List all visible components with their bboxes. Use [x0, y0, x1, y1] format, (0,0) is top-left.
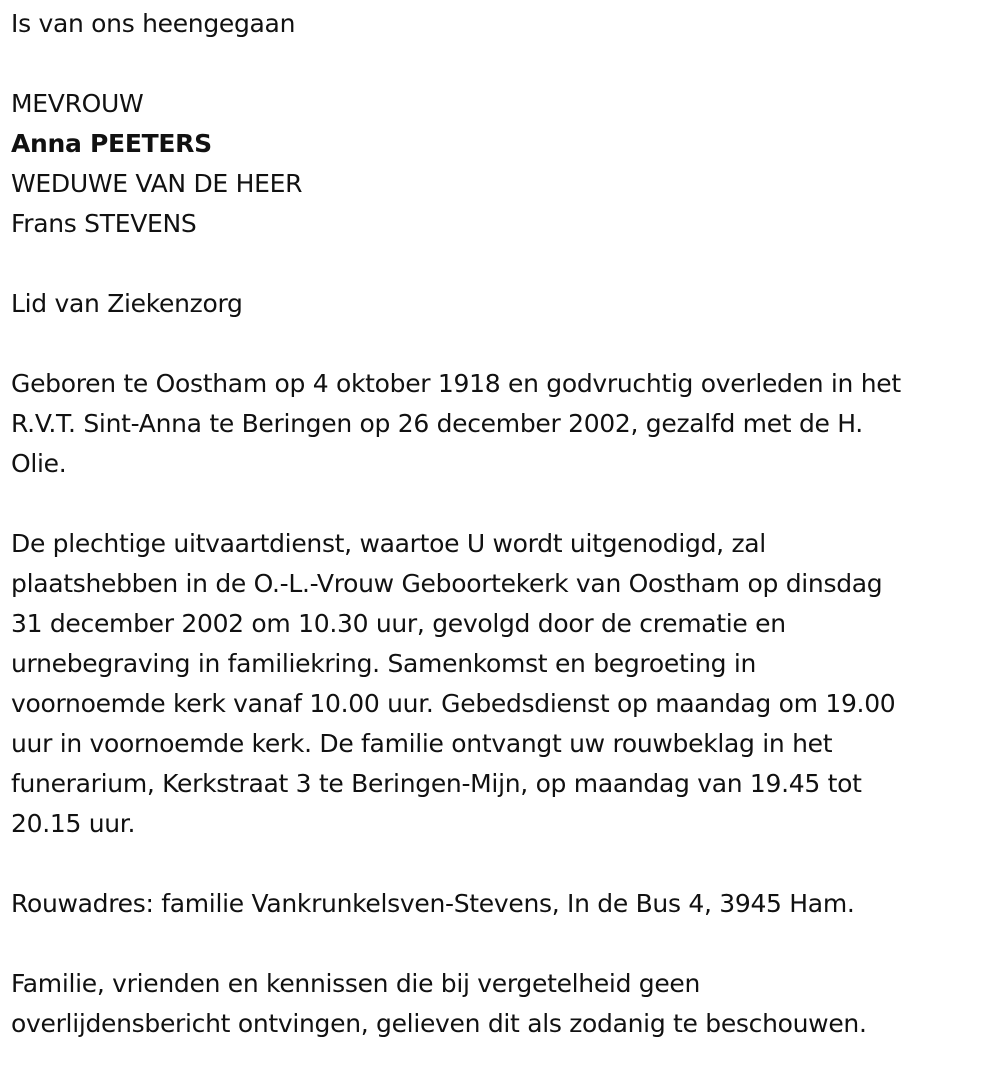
- obituary-notice: [11, 4, 986, 1044]
- deceased-name: Anna PEETERS: [11, 129, 212, 158]
- spacer: [11, 484, 986, 524]
- membership-line: Lid van Ziekenzorg: [11, 289, 243, 318]
- spouse-name: Frans STEVENS: [11, 209, 197, 238]
- spacer: [11, 924, 986, 964]
- spacer: [11, 44, 986, 84]
- funeral-paragraph: De plechtige uitvaartdienst, waartoe U wordt uitgenodigd, zal plaatshebben in de O.-L.-Vrouw Geboortekerk van Oostham op dinsdag 31 december 2002 om 10.30 uur, gevolgd door de crematie en urnebegraving in familiekring. Samenkomst en begroeting in voornoemde kerk vanaf 10.00 uur. Gebedsdienst op maandag om 19.00 uur in voornoemde kerk. De familie ontvangt uw rouwbeklag in het funerarium, Kerkstraat 3 te Beringen-Mijn, op maandag van 19.45 tot 20.15 uur.: [11, 529, 896, 838]
- spacer: [11, 324, 986, 364]
- title-line: MEVROUW: [11, 89, 144, 118]
- birth-death-paragraph: Geboren te Oostham op 4 oktober 1918 en godvruchtig overleden in het R.V.T. Sint-Anna te Beringen op 26 december 2002, gezalfd met de H. Olie.: [11, 369, 901, 478]
- spacer: [11, 844, 986, 884]
- mourning-address: Rouwadres: familie Vankrunkelsven-Stevens, In de Bus 4, 3945 Ham.: [11, 889, 855, 918]
- intro-line: Is van ons heengegaan: [11, 9, 296, 38]
- widow-line: WEDUWE VAN DE HEER: [11, 169, 303, 198]
- spacer: [11, 244, 986, 284]
- closing-paragraph: Familie, vrienden en kennissen die bij vergetelheid geen overlijdensbericht ontvingen, gelieven dit als zodanig te beschouwen.: [11, 969, 867, 1038]
